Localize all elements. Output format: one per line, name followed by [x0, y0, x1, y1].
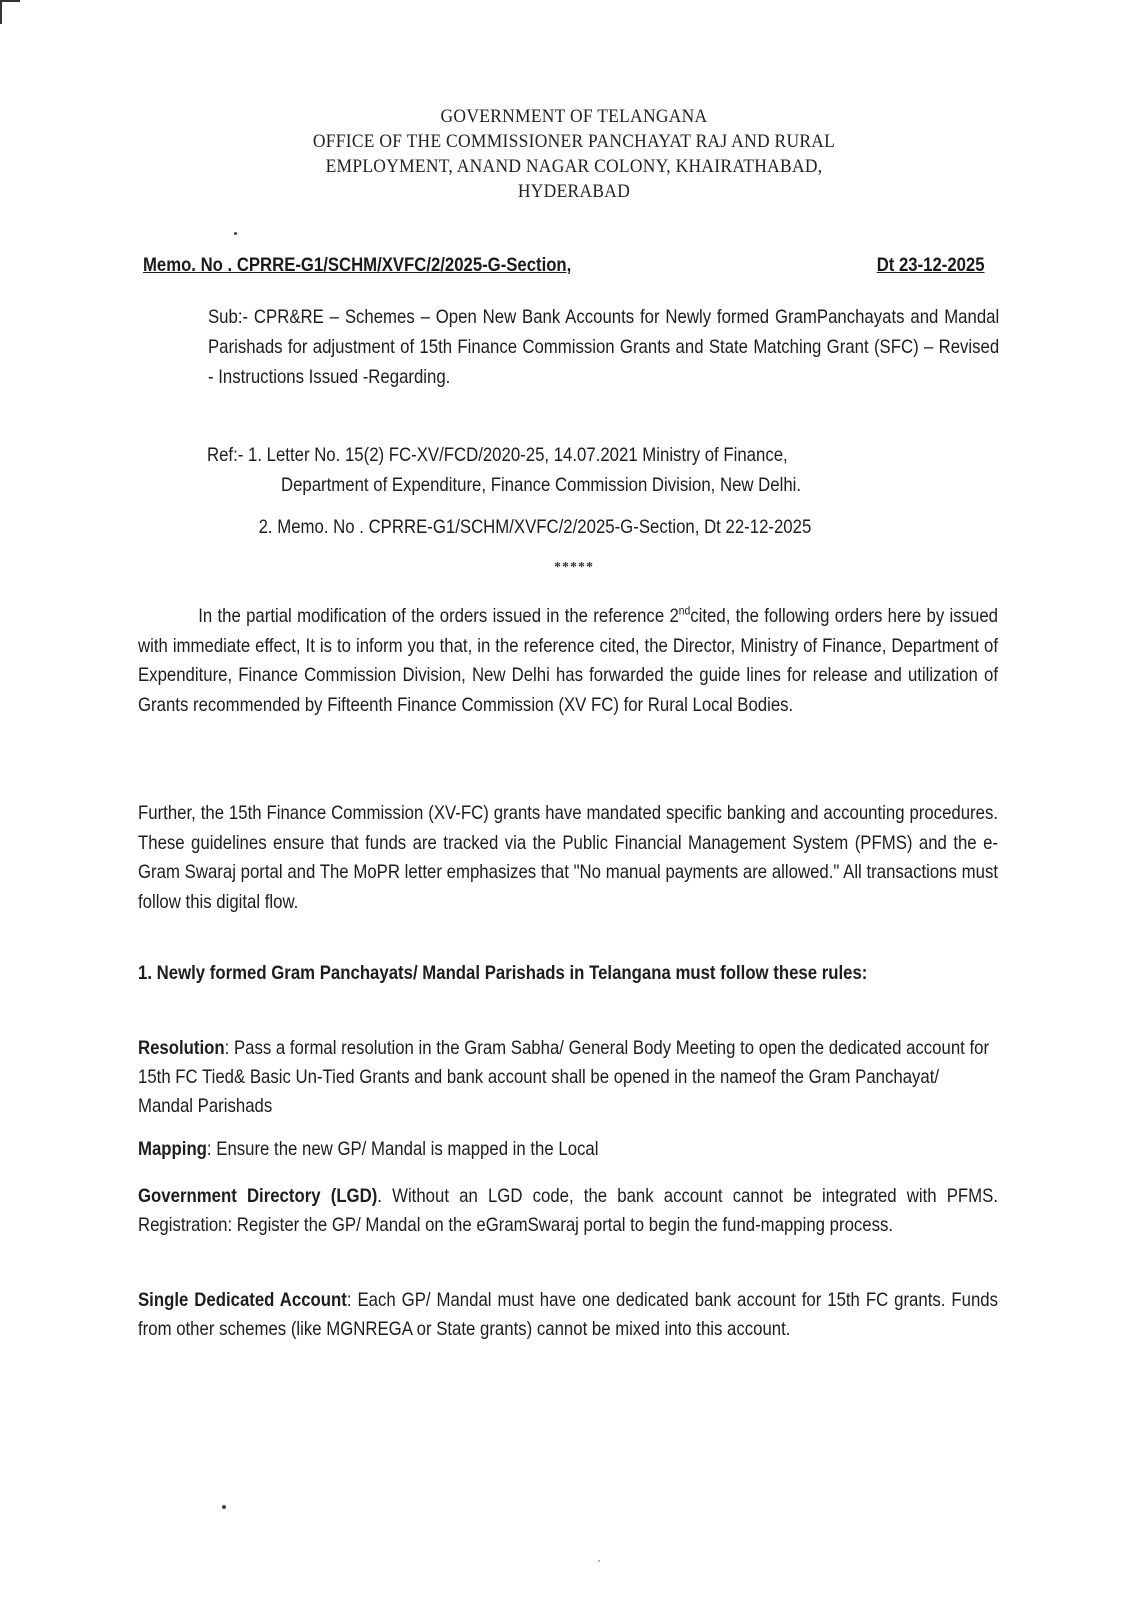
- memo-date: Dt 23-12-2025: [877, 255, 985, 276]
- paragraph-modification: [138, 602, 1138, 720]
- section-1-heading-text: 1. Newly formed Gram Panchayats/ Mandal Parishads in Telangana must follow these rules:: [138, 962, 868, 984]
- memo-number: Memo. No . CPRRE-G1/SCHM/XVFC/2/2025-G-Section,: [143, 255, 572, 276]
- paragraph-1-text-b: cited, the following orders here by issued with immediate effect, It is to inform you that, in the reference cited, the Director, Ministry of Finance, Department of Expenditure, Finance Commission Division, New Delhi has forwarded the guide lines for release and utilization of Grants recommended by Fifteenth Finance Commission (XV FC) for Rural Local Bodies.: [138, 605, 998, 716]
- rule-label-single-account: Single Dedicated Account: [138, 1289, 347, 1311]
- rule-mapping: [138, 1135, 1138, 1164]
- paragraph-digital-flow: [138, 799, 1138, 917]
- memo-line: [143, 255, 985, 277]
- rule-label-mapping: Mapping: [138, 1138, 207, 1160]
- letterhead-line-office: OFFICE OF THE COMMISSIONER PANCHAYAT RAJ AND RURAL: [312, 131, 836, 152]
- scan-speck: [234, 232, 237, 235]
- subject-text: Sub:- CPR&RE – Schemes – Open New Bank Accounts for Newly formed GramPanchayats and Mandal Parishads for adjustment of 15th Finance Commission Grants and State Matching Grant (SFC) – Revised - Instructions Issued -Regarding.: [208, 306, 1000, 388]
- rule-text-single-account: : Each GP/ Mandal must have one dedicated bank account for 15th FC grants. Funds from other schemes (like MGNREGA or State grants) cannot be mixed into this account.: [138, 1289, 998, 1340]
- scan-speck: [222, 1505, 226, 1509]
- letterhead-line-address: EMPLOYMENT, ANAND NAGAR COLONY, KHAIRATHABAD,: [325, 156, 823, 177]
- subject-block: [208, 302, 1128, 392]
- reference-1: [207, 440, 981, 470]
- scan-corner-mark: [0, 0, 20, 24]
- paragraph-1-text-a: In the partial modification of the orders issued in the reference 2: [198, 605, 679, 627]
- reference-2: 2. Memo. No . CPRRE-G1/SCHM/XVFC/2/2025-G-Section, Dt 22-12-2025: [258, 516, 812, 538]
- rule-resolution: [138, 1034, 1138, 1121]
- separator: *****: [554, 560, 594, 575]
- rule-single-account: [138, 1286, 1138, 1344]
- reference-1-line-2: Department of Expenditure, Finance Commission Division, New Delhi.: [280, 474, 802, 496]
- letterhead-line-city: HYDERABAD: [517, 181, 631, 202]
- reference-1-line-1: 1. Letter No. 15(2) FC-XV/FCD/2020-25, 14.07.2021 Ministry of Finance,: [248, 444, 788, 466]
- references-block: [207, 440, 1117, 542]
- section-1-heading: [138, 958, 1138, 988]
- rule-text-lgd: . Without an LGD code, the bank account cannot be integrated with PFMS. Registration: Register the GP/ Mandal on the eGramSwaraj portal to begin the fund-mapping process.: [138, 1185, 998, 1236]
- rule-text-mapping: : Ensure the new GP/ Mandal is mapped in the Local: [206, 1138, 599, 1160]
- paragraph-2-text: Further, the 15th Finance Commission (XV-FC) grants have mandated specific banking and accounting procedures. These guidelines ensure that funds are tracked via the Public Financial Management System (PFMS) and the e-Gram Swaraj portal and The MoPR letter emphasizes that "No manual payments are allowed." All transactions must follow this digital flow.: [138, 802, 998, 913]
- rule-text-resolution: : Pass a formal resolution in the Gram Sabha/ General Body Meeting to open the dedicated account for 15th FC Tied& Basic Un-Tied Grants and bank account shall be opened in the nameof the Gram Panchayat/ Mandal Parishads: [138, 1037, 990, 1117]
- letterhead: [0, 104, 1148, 204]
- letterhead-line-government: GOVERNMENT OF TELANGANA: [440, 106, 708, 127]
- scan-speck: [598, 1560, 600, 1562]
- reference-label: Ref:-: [207, 444, 244, 466]
- rule-lgd: [138, 1182, 1138, 1240]
- paragraph-1-superscript: nd: [678, 603, 691, 618]
- rule-label-resolution: Resolution: [138, 1037, 225, 1059]
- rule-label-lgd: Government Directory (LGD): [138, 1185, 378, 1207]
